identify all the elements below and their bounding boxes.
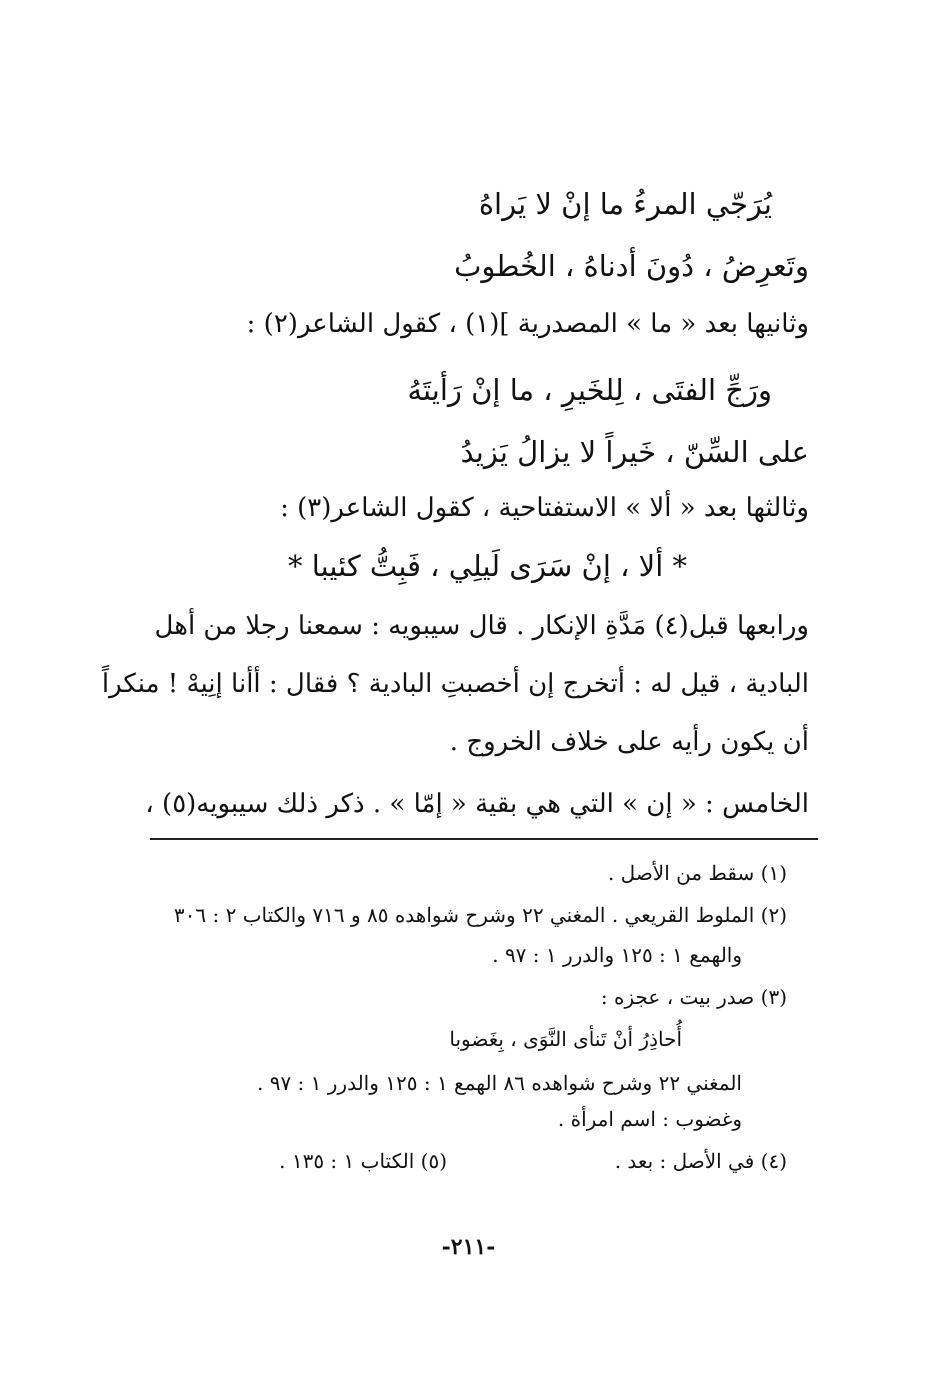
footnote-2-cont: والهمع ١ : ١٢٥ والدرر ١ : ٩٧ . xyxy=(492,943,742,967)
footnote-3-verse: أُحاذِرُ أنْ تَنأى النَّوَى ، بِغَضوبا xyxy=(449,1027,682,1051)
footnote-3-cont: المغني ٢٢ وشرح شواهده ٨٦ الهمع ١ : ١٢٥ والدرر ١ : ٩٧ . xyxy=(257,1071,742,1095)
body-line-4: البادية ، قيل له : أتخرج إن أخصبتِ البادية ؟ فقال : أأنا إنِيهْ ! منكراً xyxy=(101,669,809,699)
verse-line-2: وتَعرِضُ ، دُونَ أدناهُ ، الخُطوبُ xyxy=(454,249,809,283)
footnote-separator xyxy=(150,838,818,840)
footnote-5: (٥) الكتاب ١ : ١٣٥ . xyxy=(279,1149,447,1173)
footnote-3: (٣) صدر بيت ، عجزه : xyxy=(600,985,787,1009)
footnote-3-note: وغضوب : اسم امرأة . xyxy=(557,1107,742,1131)
verse-line-5: * ألا ، إنْ سَرَى لَيلِي ، فَبِتُّ كئيبا * xyxy=(288,549,687,583)
page-number: -٢١١- xyxy=(441,1234,496,1260)
body-line-2: وثالثها بعد « ألا » الاستفتاحية ، كقول الشاعر(٣) : xyxy=(280,493,809,523)
footnote-1: (١) سقط من الأصل . xyxy=(607,861,787,885)
body-line-5: أن يكون رأيه على خلاف الخروج . xyxy=(449,727,809,757)
verse-line-4: على السِّنّ ، خَيراً لا يزالُ يَزيدُ xyxy=(460,435,809,469)
verse-line-1: يُرَجّي المرءُ ما إنْ لا يَراهُ xyxy=(478,187,772,221)
footnote-4: (٤) في الأصل : بعد . xyxy=(614,1149,787,1173)
body-line-3: ورابعها قبل(٤) مَدَّةِ الإنكار . قال سيبويه : سمعنا رجلا من أهل xyxy=(154,611,809,641)
body-line-1: وثانيها بعد « ما » المصدرية ](١) ، كقول الشاعر(٢) : xyxy=(246,309,809,339)
body-line-6: الخامس : « إن » التي هي بقية « إمّا » . ذكر ذلك سيبويه(٥) ، xyxy=(145,789,809,819)
footnote-2: (٢) الملوط القريعي . المغني ٢٢ وشرح شواهده ٨٥ و ٧١٦ والكتاب ٢ : ٣٠٦ xyxy=(173,903,787,927)
verse-line-3: ورَجِّ الفتَى ، لِلخَيرِ ، ما إنْ رَأيتَهُ xyxy=(407,373,772,407)
